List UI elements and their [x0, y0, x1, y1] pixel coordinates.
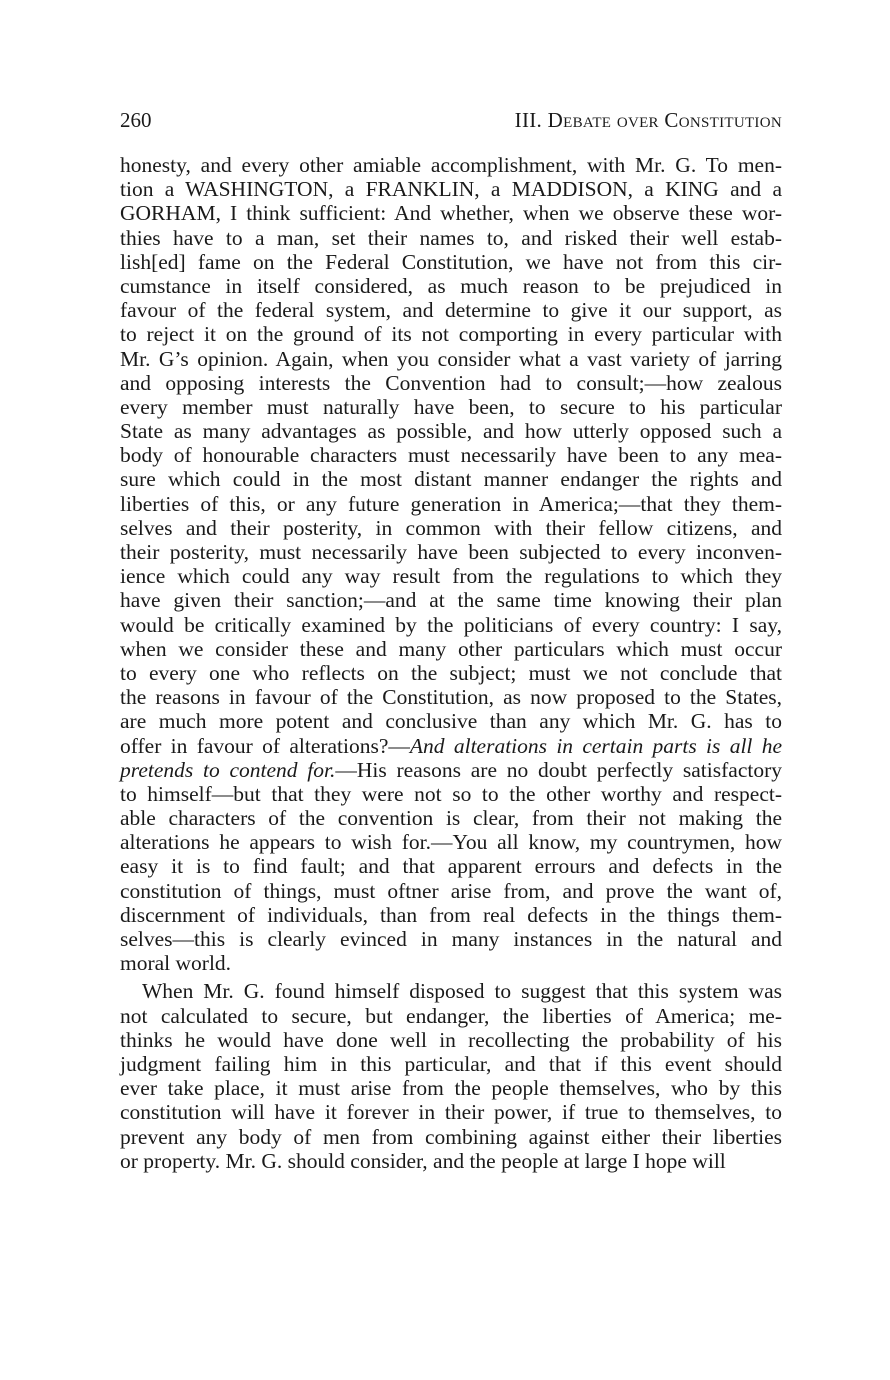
- text-line: the reasons in favour of the Constitution, as now proposed to the States,: [120, 685, 782, 710]
- italic-text: And alterations in certain parts is all he: [409, 733, 782, 758]
- text-line: and opposing interests the Convention had to consult;—how zealous: [120, 370, 782, 395]
- roman-text: offer in favour of alterations?—: [120, 733, 410, 758]
- text-line: honesty, and every other amiable accomplishment, with Mr. G. To men-: [120, 153, 782, 177]
- text-line: every member must naturally have been, to secure to his particular: [120, 394, 782, 419]
- text-line: thinks he would have done well in recollecting the probability of his: [120, 1027, 782, 1052]
- text-line: cumstance in itself considered, as much reason to be prejudiced in: [120, 273, 782, 298]
- text-line: would be critically examined by the politicians of every country: I say,: [120, 612, 782, 637]
- body-text: [120, 153, 782, 1173]
- paragraph: [120, 979, 782, 1173]
- page-number: 260: [120, 108, 152, 132]
- text-line: ever take place, it must arise from the people themselves, who by this: [120, 1076, 782, 1101]
- text-line: to every one who reflects on the subject; must we not conclude that: [120, 660, 782, 685]
- text-line: when we consider these and many other particulars which must occur: [120, 636, 782, 661]
- text-line: discernment of individuals, than from real defects in the things them-: [120, 902, 782, 927]
- text-line: tion a WASHINGTON, a FRANKLIN, a MADDISON, a KING and a: [120, 177, 782, 202]
- text-line: State as many advantages as possible, and how utterly opposed such a: [120, 419, 782, 444]
- text-line: GORHAM, I think sufficient: And whether, when we observe these wor-: [120, 201, 782, 226]
- text-line: selves—this is clearly evinced in many instances in the natural and: [120, 927, 782, 951]
- text-line: moral world.: [120, 951, 232, 976]
- text-line: to himself—but that they were not so to the other worthy and respect-: [120, 781, 782, 806]
- text-line: ience which could any way result from the regulations to which they: [120, 564, 782, 589]
- text-line: easy it is to find fault; and that apparent errours and defects in the: [120, 854, 782, 879]
- roman-text: —His reasons are no doubt perfectly satisfactory: [335, 757, 783, 782]
- text-line: [120, 758, 782, 782]
- text-line: body of honourable characters must necessarily have been to any mea-: [120, 443, 782, 468]
- text-line: Mr. G’s opinion. Again, when you consider what a vast variety of jarring: [120, 346, 782, 371]
- paragraph: [120, 153, 782, 975]
- text-line: selves and their posterity, in common with their fellow citizens, and: [120, 515, 782, 540]
- text-line: or property. Mr. G. should consider, and the people at large I hope will: [120, 1148, 726, 1173]
- text-line: their posterity, must necessarily have been subjected to every inconven-: [120, 540, 782, 564]
- text-line: are much more potent and conclusive than any which Mr. G. has to: [120, 709, 782, 734]
- text-line: thies have to a man, set their names to, and risked their well estab-: [120, 225, 782, 250]
- text-line: [120, 734, 782, 758]
- text-line: judgment failing him in this particular, and that if this event should: [120, 1051, 782, 1076]
- text-line: to reject it on the ground of its not comporting in every particular with: [120, 322, 782, 347]
- text-line: have given their sanction;—and at the same time knowing their plan: [120, 588, 782, 613]
- text-line: able characters of the convention is clear, from their not making the: [120, 806, 782, 831]
- text-line: not calculated to secure, but endanger, the liberties of America; me-: [120, 1003, 782, 1028]
- running-head: [120, 108, 782, 138]
- text-line: constitution will have it forever in their power, if true to themselves, to: [120, 1100, 782, 1125]
- text-line: favour of the federal system, and determine to give it our support, as: [120, 298, 782, 323]
- italic-text: pretends to contend for.: [120, 757, 336, 782]
- text-line: sure which could in the most distant manner endanger the rights and: [120, 467, 782, 492]
- text-line: When Mr. G. found himself disposed to suggest that this system was: [142, 979, 782, 1004]
- text-line: liberties of this, or any future generation in America;—that they them-: [120, 491, 782, 516]
- section-title: III. Debate over Constitution: [514, 108, 782, 132]
- text-line: constitution of things, must oftner arise from, and prove the want of,: [120, 878, 782, 903]
- text-line: alterations he appears to wish for.—You all know, my countrymen, how: [120, 830, 782, 855]
- text-line: prevent any body of men from combining against either their liberties: [120, 1124, 782, 1149]
- text-line: lish[ed] fame on the Federal Constitution, we have not from this cir-: [120, 249, 782, 274]
